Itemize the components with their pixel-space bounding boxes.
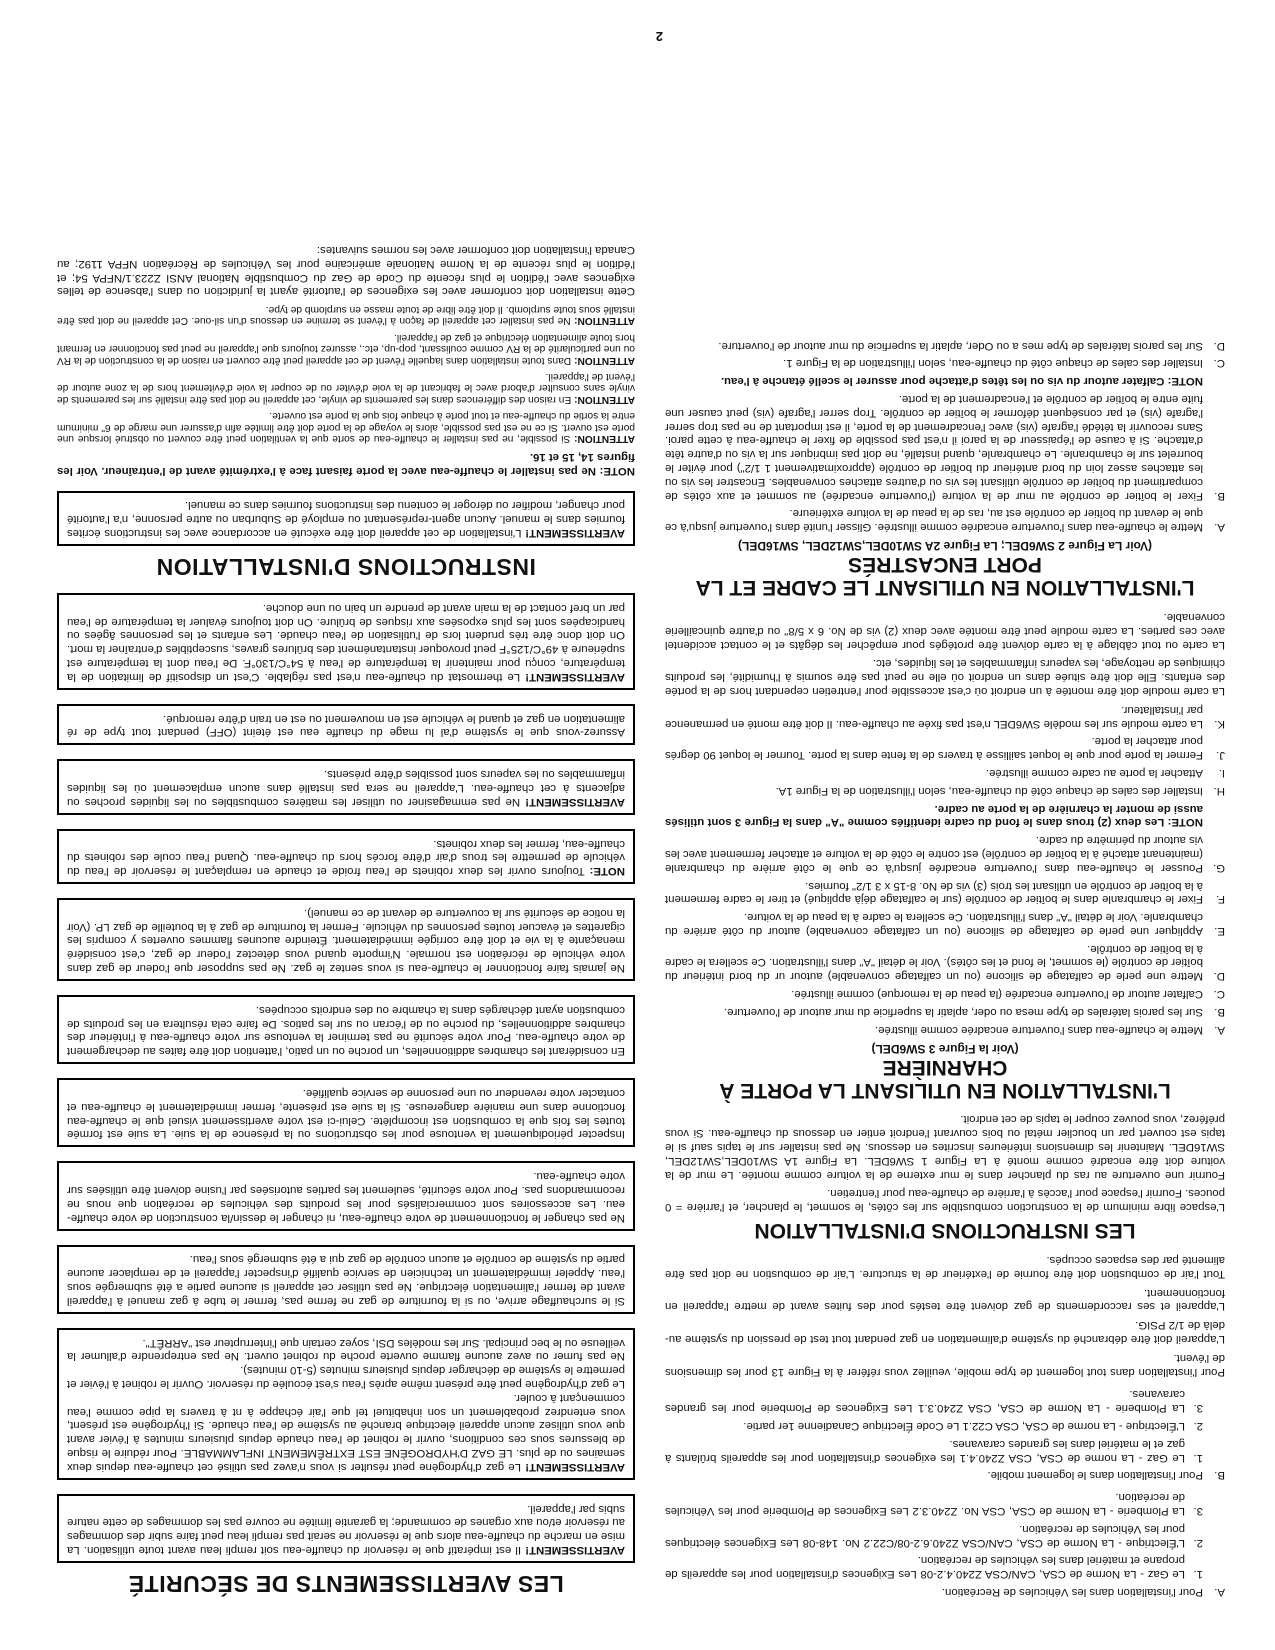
item-text: Appliquer une perle de calfatage de silicone (ou un calfatage convenable) autour du côté arrière du chambranle. Voir le détail "A" dans l'illustration. Ce scellera le cadre à la peau de la voiture.: [665, 911, 1203, 937]
attention-label: ATTENTION:: [574, 354, 635, 366]
item-key: J.: [1216, 749, 1225, 762]
sub-item-number: 2.: [1193, 1536, 1203, 1549]
list-item: [665, 1468, 1225, 1482]
warning-body: Ne pas changer le fonctionnement de votre chauffe-eau, ni changer le dessin/la construction de votre chauffe-eau. Les accessoires sont commercialisés pour les produits des véhicules de recréation que nous ne recommandons pas. Pour votre sécurité, seulement les parties autorisées par l'usine doivent être utilisées sur votre chauffe-eau.: [67, 1170, 625, 1224]
list-item: [665, 801, 1225, 829]
recessed-frame-steps: [665, 338, 1225, 533]
hinged-door-title: L'INSTALLATION EN UTILISANT LA PORTE À CHARNIÈRE: [719, 1055, 1171, 1102]
warning-text: [67, 1501, 625, 1556]
warning-box: [57, 1078, 635, 1147]
installation-standards-list: [665, 1383, 1225, 1598]
attention-body: Dans toute installation dans laquelle l'évent de cet appareil peut être couvert en raison de la construction de la RV ou une particularité de la RV comme coulissant, pop-up, etc., assurez toujours que l'appareil ne peut pas fonctionner en fermant hors toute alimentation électrique et gaz de l'appareil.: [57, 331, 635, 366]
sub-list-item: [665, 1553, 1203, 1581]
indent: [1203, 1383, 1225, 1464]
warning-body: Il est impératif que le réservoir du chauffe-eau soit rempli leau avant toute utilisation. La mise en marche du chauffe-eau alors que le réservoir ne serait pas rempli leau peut faire subir des dommages au réservoir et/ou aux organes de commande; la garantie limitée ne couvre pas les dommages de cette nature subis par l'appareil.: [67, 1502, 625, 1556]
item-key: D.: [1213, 970, 1225, 983]
sub-item-number: 2.: [1193, 1420, 1203, 1433]
list-item: [665, 734, 1225, 762]
item-text: Sur les parois latérales de type mes a ou Oder, aplatir la superficie du mur autour de l'ouverture.: [718, 339, 1203, 352]
item-key: K.: [1214, 717, 1225, 730]
sub-item-text: La Plomberie - La Norme de CSA, CSA No. Z240.3.2 Les Exigences de Plomberie pour les Véhicules de recréation.: [665, 1491, 1185, 1518]
item-text: Fermer la porte pour que le loquet saillisse à travers de la fente dans la porte. Tourner le loquet 90 degrés pour attacher la porte.: [665, 735, 1203, 762]
warning-text: [67, 836, 625, 877]
item-key: D.: [1213, 339, 1225, 352]
item-key: A.: [1214, 1023, 1225, 1036]
warning-text: [67, 711, 625, 739]
warning-body: Le thermostat du chauffe-eau n'est pas réglable. C'est un dispositif de limitation de la température, conçu pour maintenir la température de l'eau à 54°C/130°F. De l'eau dont la température est supérieure à 49°C/125°F peut provoquer instantanément des brûlures graves, susceptibles d'entraîner la mort. On doit donc être très prudent lors de l'utilisation de l'eau chaude. Les enfants et les personnes âgées ou handicapées sont les plus exposées aux risques de brûlure. On doit toujours évaluer la température de l'eau par un bref contact de la main avant de prendre un bain ou une douche.: [67, 601, 625, 683]
paragraph: L'appareil et ses raccordements de gaz doivent être testés pour des fuites avant de mettre l'appareil en fonctionnement.: [665, 1286, 1225, 1313]
sub-list-container: [665, 1485, 1203, 1580]
right-column: [57, 237, 635, 1598]
paragraph: La carte module doit être montée à un endroit où c'est accessible pour l'entretien cependant hors de la portée des enfants. Elle doit être située dans un endroit où elle ne peut pas être soumis à l'humidité, les produits chimiques de nettoyage, les vapeurs inflammables et les liquides, etc.: [665, 657, 1225, 697]
item-key: C.: [1213, 988, 1225, 1001]
item-text: Attacher la porte au cadre comme illustrée.: [985, 766, 1203, 779]
warning-text: [67, 905, 625, 974]
installation-paragraphs: [665, 1252, 1225, 1377]
list-item: [665, 832, 1225, 873]
warning-text: [67, 1252, 625, 1307]
attention-label: ATTENTION:: [574, 315, 635, 327]
install-warning-text: [67, 498, 625, 539]
attention-note: [57, 304, 635, 327]
item-key: B.: [1214, 1005, 1225, 1018]
install-instructions-title: INSTRUCTIONS D'INSTALLATION: [156, 553, 536, 580]
warning-box: [57, 593, 635, 690]
warning-body: Ne pas emmagasiner ou utiliser les matières combustibles ou les liquides proches ou adjacents à cet chauffe-eau. L'appareil ne sera pas installé dans aucun emplacement où les liquides inflammables ou les vapeurs sont possibles d'être présents.: [67, 768, 625, 808]
warning-text: [67, 1085, 625, 1140]
warning-body: Le gaz d'hydrogène peut être présent même après l'eau s'est écoulée du réservoir. Ouvrir le robinet à l'évier et permettre le système de décharger depuis plusieurs minutes (5-10 minutes).: [67, 1364, 625, 1391]
warning-box: [57, 1161, 635, 1230]
attention-body: Ne pas installer cet appareil de façon à l'évent se termine en dessous d'un sil-oue. Cet appareil ne doit pas être installé sous toute surplomb. Il doit être libre de toute masse en surplomb de type.: [57, 303, 635, 327]
list-item: [665, 765, 1225, 779]
attention-notes: [57, 304, 635, 444]
warning-body: Le gaz d'hydrogène peut résulter si vous n'avez pas utilisé cet chauffe-eau depuis deux semaines ou de plus. LE GAZ D'HYDROGÈNE EST EXTRÊMEMENT INFLAMMABLE. Pour réduire le risque de blessures sous ces conditions, ouvrir le robinet de l'eau chaude depuis plusieurs minutes à l'évier avant que vous utilisez aucun appareil électrique branché au système de l'eau chaude. Si l'hydrogène est présent, vous entendrez probablement un son inhabituel tel que l'air échappe à nt à travers la pipe comme l'eau commençant à couler.: [67, 1391, 625, 1473]
paragraph: Tout l'air de combustion doit être fournie de l'extérieur de la structure. L'air de combustion ne doit pas être alimenté par des espaces occupés.: [665, 1254, 1225, 1280]
paragraph: L'appareil doit être débranché du système d'alimentation en gaz pendant tout test de pression du système au-delà de 1/2 PSIG.: [665, 1319, 1225, 1346]
item-key: B.: [1214, 1469, 1225, 1482]
indent: [1203, 1485, 1225, 1580]
paragraph: L'espace libre minimum de la construction combustible sur les côtés, le sommet, le plancher, et l'arrière = 0 pouces. Fournir l'espace pour l'accès à l'arrière de chauffe-eau pour l'entretien.: [665, 1187, 1225, 1214]
item-key: C.: [1213, 357, 1225, 370]
sub-item-text: Le Gaz - La Norme de CSA, CAN/CSA Z240.4.2-08 Les Exigences d'installation pour les appareils de propane et matériel dans les véhicules de recréation.: [665, 1554, 1185, 1581]
item-key: B.: [1214, 489, 1225, 502]
left-column: [665, 333, 1225, 1598]
item-text: Calfater autour de l'ouverture encadrée (la peau de la remorque) comme illustrée.: [791, 988, 1203, 1001]
sub-item-text: L'Électrique - La norme de CSA, CSA C22.1 Le Code Électrique Canadienne 1er partie.: [743, 1420, 1185, 1433]
item-key: A.: [1214, 521, 1225, 534]
warning-box: [57, 1494, 635, 1563]
list-item: [665, 391, 1225, 501]
item-key: A.: [1214, 1586, 1225, 1598]
sub-list-item: [665, 1387, 1203, 1415]
warning-body: Inspecter périodiquement la ventouse pour les obstructions ou la présence de la suie. La suie est formée toutes les fois que la combustion est incomplète. Celui-ci est votre avertissement visuel que le chauffe-eau fonctionne dans une manière dangereuse. Si la suie est présente, fermer immédiatement le chauffe-eau et contacter votre revendeur ou une personne de service qualifiée.: [67, 1087, 625, 1141]
sub-list-item: [665, 1436, 1203, 1464]
item-text: Mettre le chauffe-eau dans l'ouverture encadrée comme illustrée. Glisser l'unité dans l'ouverture jusqu'à ce que le devant du boîtier de contrôle est au, ras de la peau de la voiture extérieure.: [665, 507, 1203, 534]
item-text: NOTE: Les deux (2) trous dans le fond du cadre identifiés comme "A" dans la Figure 3 sont utilisés aussi de monter la charnière de la porte au cadre.: [665, 802, 1203, 829]
warning-text: [67, 1002, 625, 1057]
list-item: [665, 1584, 1225, 1598]
paragraph: La carte ou tout câblage à la carte doivent être protégés pour empêcher les dégâts et le contact accidentel avec ces parties. La carte module peut être montée avec deux (2) vis de No. 6 x 5/8" ou d'autre quincaillerie convenable.: [665, 610, 1225, 651]
list-item: [665, 338, 1225, 352]
attention-body: Si possible, ne pas installer le chauffe-eau de sorte que la ventilation peut être couvert ou obstrué lorsque une porte est ouvert. Si ce ne est pas possible, alors le voyage de la porte doit être limitée afin d'assurer une marge de 6" minimum entre la sortie du chauffe-eau et tout porte à chaque fois que la porte est ouverte.: [57, 410, 635, 444]
page-number: 2: [655, 29, 663, 44]
warning-text: [67, 1168, 625, 1223]
jurisdiction-paragraph: Cette installation doit conformer avec les exigences de l'autorité ayant la juridiction ou dans l'absence de telles exigences avec l'édition le plus récente du Code de Gaz du Combustible National ANSI Z223.1/NFPA 54; et l'édition le plus récente de la Norme Nationale américaine pour les Véhicules de Récréation NFPA 1192; au Canada l'installation doit conformer avec les normes suivantes:: [57, 244, 635, 298]
item-text: La carte module sur les modèle SW6DEL n'est pas fixée au chauffe-eau. Il doit être monté en permanence par l'installateur.: [665, 703, 1203, 730]
sub-item-text: L'Électrique - La Norme de CSA, CAN/CSA Z240.6.2-08/C22.2 No. 148-08 Les Exigences électriques pour les Véhicules de recréation.: [665, 1522, 1185, 1549]
list-item: [665, 878, 1225, 906]
list-item: [665, 1022, 1225, 1036]
item-key: E.: [1214, 924, 1225, 937]
sub-item-number: 1.: [1193, 1451, 1203, 1464]
install-warning-box: [57, 491, 635, 546]
sub-list-item: [665, 1489, 1203, 1517]
install-warning-label: AVERTISSEMENT!: [525, 526, 625, 539]
safety-warning-boxes: [57, 593, 635, 1563]
item-text: Fixer le chambranle dans le boîtier de contrôle (sur le calfatage déjà appliqué) et tirer le cadre fermement à la boîtier de contrôle en utilisant les trois (3) vis de No. 8-15 x 3 1/2" fournies.: [665, 879, 1203, 906]
door-orientation-note: NOTE: Ne pas installer le chauffe-eau avec la porte faisant face à l'extrémité avant de l'entraîneur. Voir les figures 14, 15 et 16.: [57, 450, 635, 477]
warning-label: NOTE:: [589, 865, 625, 878]
hinged-door-subtitle: (Voir la Figure 3 SW6DEL): [871, 1041, 1019, 1056]
warning-text: [67, 1362, 625, 1390]
sub-item-number: 3.: [1193, 1402, 1203, 1415]
sub-list: [665, 1489, 1203, 1580]
paragraph: Fournir une ouverture au ras du plancher dans le mur externe de la voiture comme montée. Le mur de la voiture doit être encadré comme monté à La Figure 1 SW6DEL. La Figure 1A SW10DEL,SW12DEL, SW16DEL. Maintenir les dimensions intérieures inscrites en dessous. Ne pas installer sur le tapis sauf si le tapis est couvert par un bouclier métal ou bois couvrant l'endroit entier en dessous du chauffe-eau. Si vous préférez, vous pouvez couper le tapis de cet endroit.: [665, 1113, 1225, 1181]
list-item: [665, 909, 1225, 937]
item-key: G.: [1212, 861, 1225, 874]
module-board-paragraphs: [665, 609, 1225, 697]
paragraph: Pour l'installation dans tout logement de type mobile, veuillez vous référer à la Figure 13 pour les dimensions de l'évent.: [665, 1351, 1225, 1378]
sub-list-wrapper: [665, 1485, 1225, 1580]
sub-list-item: [665, 1418, 1203, 1432]
item-text: Installer des cales de chaque côté du chauffe-eau, selon l'illustration de la Figure 1.: [783, 357, 1203, 370]
sub-list-container: [665, 1383, 1203, 1464]
item-text: Pour l'installation dans les Véhicules de Recréation.: [941, 1586, 1203, 1598]
warning-body: Ne jamais faire fonctionner le chauffe-eau si vous sentez le gaz. Ne pas supposer que l'odeur de gaz dans votre véhicule de récréation est normale. N'importe quand vous détectez l'odeur de gaz, c'est considéré menaçante à la vie et doit être corrigée immédiatement. Éteindre aucunes flammes ouvertes y compris les cigarettes et évacuer toutes personnes du véhicule. Fermer la fourniture de gaz à la bouteille de gaz LP. (Voir la notice de sécurité sur la couverture de devant de ce manuel).: [67, 906, 625, 975]
installation-instructions-title: LES INSTRUCTIONS D'INSTALLATION: [754, 1219, 1136, 1243]
warning-box: [57, 1328, 635, 1480]
warning-box: [57, 704, 635, 746]
item-key: H.: [1213, 784, 1225, 797]
item-text: Sur les parois latérales de type mesa ou oder, aplatir la superficie du mur autour de l'ouverture.: [724, 1005, 1203, 1018]
sub-item-text: Le Gaz - La norme de CSA, CSA Z240.4.1 les exigences d'installation pour les appareils brûlants à gaz et le matériel dans les grandes caravanes.: [665, 1437, 1185, 1464]
recessed-frame-title: L'INSTALLATION EN UTILISANT LE CADRE ET LA PORT ENCASTRÉS: [695, 553, 1195, 600]
sub-list-item: [665, 1521, 1203, 1549]
warning-label: AVERTISSEMENT!: [525, 795, 625, 808]
sub-item-number: 1.: [1193, 1568, 1203, 1581]
warning-label: AVERTISSEMENT!: [525, 670, 625, 683]
attention-note: [57, 331, 635, 365]
warning-text: [67, 1335, 625, 1363]
safety-warnings-title: LES AVERTISSEMENTS DE SÉCURITÉ: [128, 1571, 564, 1597]
warning-label: AVERTISSEMENT!: [525, 1460, 625, 1473]
item-text: Mettre une perle de calfatage de silicone (ou un calfatage convenable) autour ur du bord intérieur du boîtier de contrôle (le sommet, le fond et les côtés). Voir le détail "A" dans l'illustration. Ce scellera le cadre à la boîtier de contrôle.: [665, 942, 1203, 983]
installation-instructions-text: [665, 1112, 1225, 1214]
list-item: [665, 1004, 1225, 1018]
item-text: Mettre le chauffe-eau dans l'ouverture encadrée comme illustrée.: [874, 1023, 1203, 1036]
warning-box: [57, 1245, 635, 1314]
item-text: Pousser le chauffe-eau dans l'ouverture encadrée jusqu'à ce que le côté arrière du chambranle (maintenant attaché à la boîtier de contrôle) est contre le côté de la voiture et attacher fermement avec les vis autour du périmètre du cadre.: [665, 834, 1203, 874]
warning-text: [67, 600, 625, 683]
warning-text: [67, 766, 625, 807]
sub-item-text: La Plomberie - La Norme de CSA, CSA Z240.3.1 Les Exigences de Plomberie pour les grandes caravanes.: [665, 1388, 1185, 1415]
warning-box: [57, 829, 635, 884]
warning-box: [57, 759, 635, 814]
install-warning-body: L'installation de cet appareil doit être exécuté en accordance avec les instructions écrites fournies dans le manuel. Aucun agent-représentant ou employé de Suburban ou autre personne, n'a l'autorité pour changer, modifier ou déroger le contenu des instructions fournies dans ce manuel.: [67, 499, 625, 539]
item-text: Installer des cales de chaque côté du chauffe-eau, selon l'illustration de la Figure 1A.: [775, 784, 1203, 797]
list-item: [665, 702, 1225, 730]
hinged-door-steps: [665, 702, 1225, 1036]
warning-body: Assurez-vous que le système d'al lu mage du chauffe eau est éteint (OFF) pendant tout type de ré alimentation en gaz et quand le véhicule est en mouvement ou est en train d'être remorqué.: [67, 712, 625, 739]
list-item: [665, 356, 1225, 370]
warning-label: AVERTISSEMENT!: [525, 1544, 625, 1556]
warning-body: En considérant les chambres additionnelles, un porche ou un patio, l'attention doit être faites au dechargement de votre chauffe-eau. Pour votre sécurité ne pas terminer la ventouse sur votre chauffe-eau à l'intérieur des chambres additionnelles, du porche ou de l'écran ou sur les patios. De faire cela résultera en les produits de combustion ayant déchargés dans la chambre ou des endroits occupées.: [67, 1003, 625, 1058]
list-item: [665, 373, 1225, 387]
sub-list: [665, 1387, 1203, 1464]
item-text: NOTE: Calfater autour du vis ou les têtes d'attache pour assurer le scellé étanche à l'eau.: [720, 375, 1203, 388]
item-text: Fixer le boîtier de contrôle au mur de la voiture (l'ouverture encadrée) au sommet et aux côtés de compartiment du boîtier de contrôle utilisant les vis ou d'autres attaches convenables. Encastrer les vis ou les attaches assez loin du bord antérieur du boîtier de contrôle (approximativement 1 1/2") pour éviter le bourrelet sur le chambranle. Le chambranle, quand installé, ne doit pas imbriquer sur la vis ou d'autre tête d'attache. Si à cause de l'épaisseur de la paroi il n'est pas possible de fixer le chauffe-eau à cette paroi. Sans recouvrir la tétédé l'agrafe (vis) avec l'encadrement de la porte, il est important de ne pas trop serrer l'agrafe (vis) et par conséquent déformer le boîtier de contrôle. Trop serrer l'agrafe (vis) peut causer une fuite entre le boîtier de contrôle et l'encadrement de la porte.: [665, 393, 1203, 502]
item-key: I.: [1218, 766, 1225, 779]
warning-body: Toujours ouvrir les deux robinets de l'eau froide et chaude en remplaçant le réservoir de l'eau du véhicule de permettre les trous d'air d'être forcés hors du chauffe-eau. Quand l'eau coule des robinets du chauffe-eau, fermer les deux robinets.: [67, 837, 625, 878]
item-key: F.: [1216, 893, 1225, 906]
item-text: Pour l'installation dans le logement mobile.: [987, 1469, 1203, 1482]
list-item: [665, 783, 1225, 797]
list-item: [665, 986, 1225, 1000]
attention-label: ATTENTION:: [574, 432, 635, 444]
attention-label: ATTENTION:: [574, 393, 635, 405]
warning-body: Ne pas fumer ou avez aucune flamme ouverte proche du robinet ouvert. Ne pas entreprendre d'allumer la veilleuse ou le bec principal. Sur les modèles DSI, soyez certain que l'interrupteur est "ARRÊT".: [67, 1336, 625, 1363]
attention-note: [57, 371, 635, 405]
item-key: [1203, 801, 1225, 829]
list-item: [665, 506, 1225, 534]
warning-text: [67, 1390, 625, 1473]
warning-box: [57, 898, 635, 981]
attention-note: [57, 410, 635, 444]
item-key: [1203, 373, 1225, 387]
sub-list-wrapper: [665, 1383, 1225, 1464]
warning-body: Si le surchauffage arrive, ou si la fourniture de gaz ne ferme pas, fermer le tube à gaz manuel à l'appareil avant de fermer l'alimentation électrique. Ne pas utiliser cet appareil si aucune partie a été submergée sous l'eau. Appeler immédiatement un technicien de service qualifié d'inspecter l'appareil et de remplacer aucune partie du système de contrôle et aucun contrôle de gaz qui a été submergé sous l'eau.: [67, 1253, 625, 1307]
sub-item-number: 3.: [1193, 1505, 1203, 1518]
warning-box: [57, 995, 635, 1064]
list-item: [665, 941, 1225, 982]
attention-body: En raison des différences dans les parements de vinyle, cet appareil ne doit pas être installé sur les parements de vinyle sans consulter d'abord avec le fabricant de la voie d'éviter ou de couper la voie d'évitement hors de la zone autour de l'évent de l'appareil.: [57, 370, 635, 405]
recessed-frame-subtitle: (Voir La Figure 2 SW6DEL; La Figure 2A SW10DEL,SW12DEL, SW16DEL): [737, 539, 1153, 554]
